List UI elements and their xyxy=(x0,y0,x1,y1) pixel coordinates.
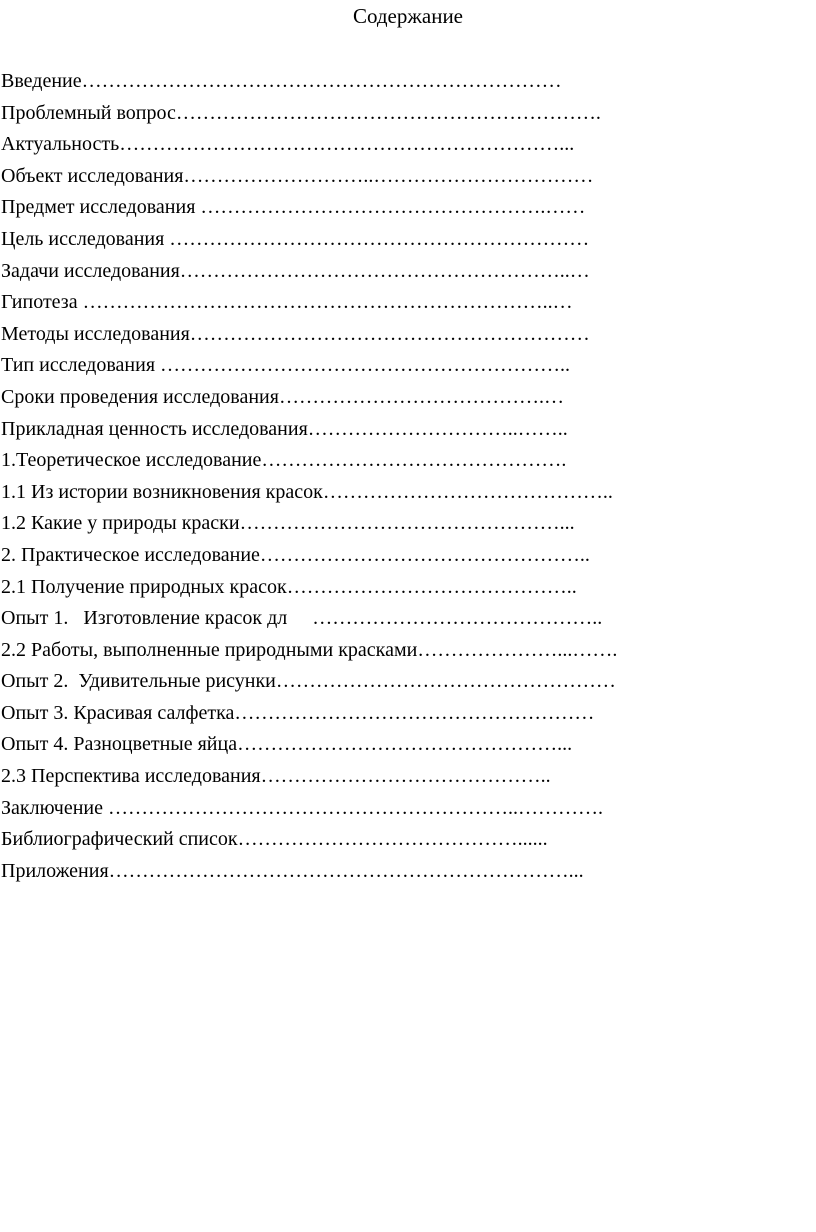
toc-entry: 1.2 Какие у природы краски…………………………………………... xyxy=(1,512,575,535)
toc-entry: Опыт 4. Разноцветные яйца…………………………………………... xyxy=(1,733,573,756)
toc-entry: Опыт 2. Удивительные рисунки…………………………………………… xyxy=(1,670,616,693)
toc-entry: Заключение ……………………………………………………..…………. xyxy=(1,796,603,819)
toc-entry: Проблемный вопрос………………………………………………………. xyxy=(1,101,601,124)
toc-entry: Методы исследования…………………………………………………… xyxy=(1,322,590,345)
toc-entry: Опыт 3. Красивая салфетка……………………………………………… xyxy=(1,701,595,724)
page-title: Содержание xyxy=(352,4,464,28)
toc-entry: Тип исследования …………………………………………………….. xyxy=(1,354,571,377)
toc-entry: Актуальность…………………………………………………………... xyxy=(1,133,575,156)
toc-entry: 2.3 Перспектива исследования…………………………………….. xyxy=(1,765,551,788)
toc-entry: 2. Практическое исследование………………………………………….. xyxy=(1,543,590,566)
toc-entry: Библиографический список……………………………………...... xyxy=(1,828,548,851)
toc-entry: Прикладная ценность исследования…………………………..…….. xyxy=(1,417,568,440)
toc-entry: Объект исследования………………………..…………………………… xyxy=(1,164,594,187)
toc-entry: Предмет исследования …………………………………………….…… xyxy=(1,196,586,219)
table-of-contents xyxy=(1,66,801,887)
toc-entry: Гипотеза ……………………………………………………………..… xyxy=(1,291,573,314)
toc-entry: Приложения……………………………………………………………... xyxy=(1,859,584,882)
toc-entry: Опыт 1. Изготовление красок дл …………………………………….. xyxy=(1,607,603,630)
toc-entry: 2.2 Работы, выполненные природными красками…………………...……. xyxy=(1,638,618,661)
toc-entry: Задачи исследования…………………………………………………..… xyxy=(1,259,590,282)
toc-entry: Цель исследования ……………………………………………………… xyxy=(1,227,590,250)
toc-entry: Введение……………………………………………………………… xyxy=(1,70,562,92)
toc-entry: 1.Теоретическое исследование………………………………………. xyxy=(1,449,567,472)
toc-entry: Сроки проведения исследования………………………………….… xyxy=(1,385,564,408)
toc-entry: 1.1 Из истории возникновения красок…………………………………….. xyxy=(1,480,613,503)
toc-entry: 2.1 Получение природных красок…………………………………….. xyxy=(1,575,577,598)
